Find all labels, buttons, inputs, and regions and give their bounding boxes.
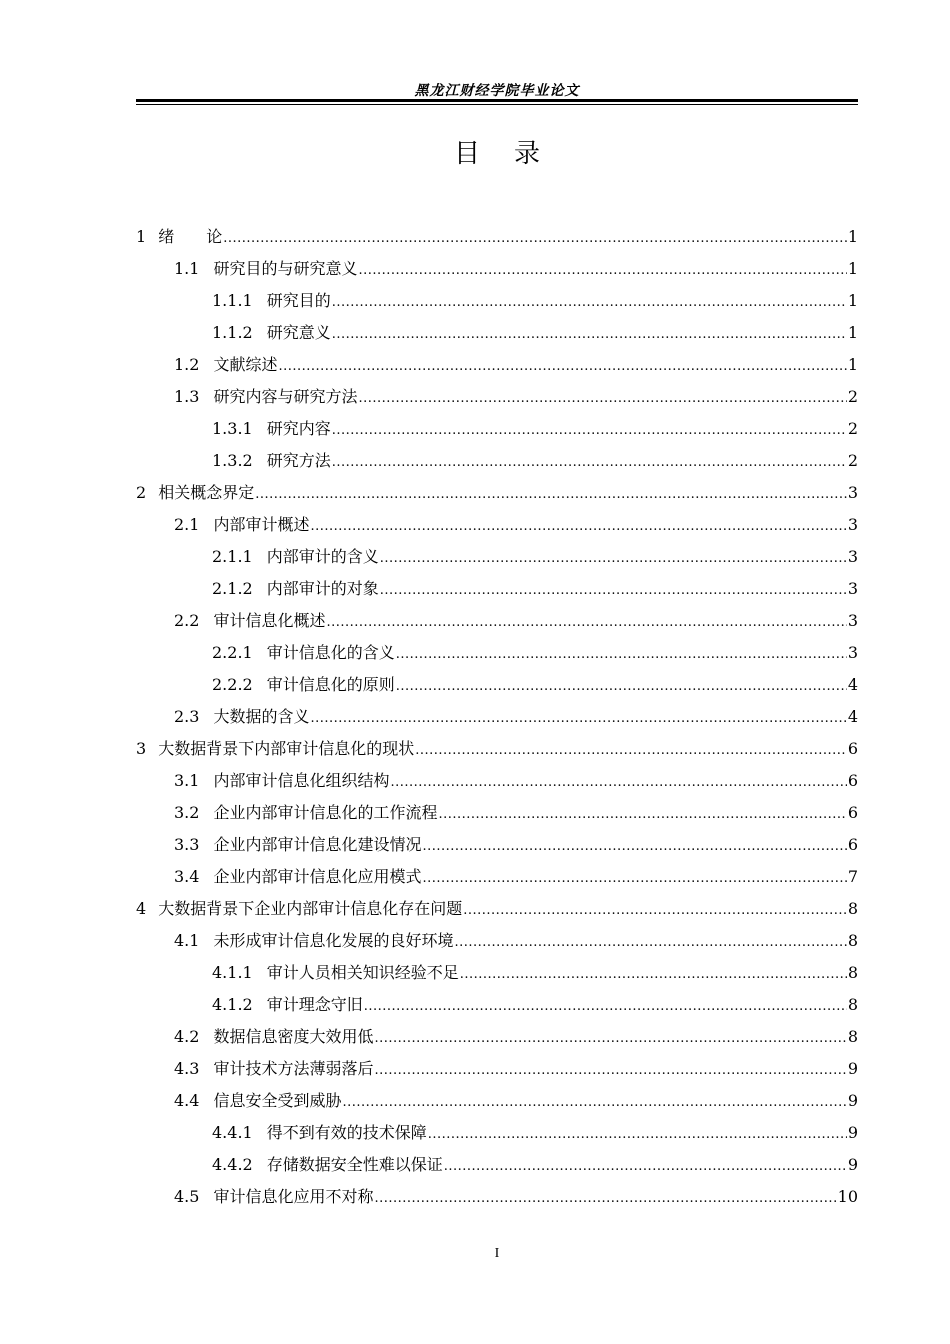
toc-entry-number: 2.1 (174, 515, 200, 534)
toc-entry-title: 研究内容 (266, 419, 331, 438)
toc-entry[interactable] (136, 893, 858, 925)
toc-entry-title: 研究意义 (266, 323, 331, 342)
toc-entry-number: 2.3 (174, 707, 200, 726)
toc-entry-number: 3.3 (174, 835, 200, 854)
toc-entry-title: 审计理念守旧 (266, 995, 363, 1014)
toc-entry-title: 文献综述 (213, 355, 278, 374)
toc-entry-page: 6 (847, 771, 858, 790)
toc-leader-dots (358, 381, 846, 415)
toc-entry-number: 1 (136, 227, 147, 246)
toc-entry-title: 存储数据安全性难以保证 (266, 1155, 443, 1174)
toc-title: 目录 (453, 139, 574, 169)
toc-entry[interactable] (136, 317, 858, 349)
toc-entry-title: 审计信息化应用不对称 (213, 1187, 374, 1206)
toc-leader-dots (255, 477, 847, 511)
toc-leader-dots (326, 605, 846, 639)
header-rule-thick (136, 99, 858, 102)
toc-entry-number: 1.1.2 (212, 323, 253, 342)
toc-leader-dots (342, 1085, 846, 1119)
toc-entry-title: 审计信息化的含义 (266, 643, 395, 662)
toc-entry-page: 2 (847, 451, 858, 470)
toc-entry-number: 2.2 (174, 611, 200, 630)
toc-entry-number: 3.4 (174, 867, 200, 886)
header-rule-thin (136, 104, 858, 105)
toc-entry-title: 得不到有效的技术保障 (266, 1123, 427, 1142)
toc-entry-title: 研究方法 (266, 451, 331, 470)
toc-entry-number: 4.2 (174, 1027, 200, 1046)
toc-entry-page: 8 (847, 931, 858, 950)
toc-entry-page: 8 (847, 995, 858, 1014)
toc-entry-number: 4.4 (174, 1091, 200, 1110)
toc-leader-dots (460, 957, 847, 991)
toc-entry-page: 3 (847, 547, 858, 566)
toc-entry[interactable] (136, 477, 858, 509)
toc-entry-page: 9 (847, 1123, 858, 1142)
toc-entry-number: 3.1 (174, 771, 200, 790)
toc-entry-page: 6 (847, 835, 858, 854)
toc-entry-number: 4.4.1 (212, 1123, 253, 1142)
toc-leader-dots (358, 253, 846, 287)
toc-leader-dots (428, 1117, 847, 1151)
toc-entry[interactable] (136, 253, 858, 285)
toc-entry-title: 企业内部审计信息化的工作流程 (213, 803, 438, 822)
toc-entry-page: 3 (847, 579, 858, 598)
toc-entry-number: 3 (136, 739, 147, 758)
toc-leader-dots (390, 765, 846, 799)
toc-entry-page: 6 (847, 739, 858, 758)
toc-entry[interactable] (136, 957, 858, 989)
toc-entry-number: 1.3.1 (212, 419, 253, 438)
toc-entry[interactable] (136, 989, 858, 1021)
toc-leader-dots (422, 829, 846, 863)
toc-entry-number: 4.3 (174, 1059, 200, 1078)
toc-entry-number: 3.2 (174, 803, 200, 822)
toc-entry-page: 10 (837, 1187, 858, 1206)
toc-leader-dots (415, 733, 847, 767)
toc-entry-number: 2.1.1 (212, 547, 253, 566)
toc-leader-dots (374, 1181, 836, 1215)
toc-entry-page: 3 (847, 483, 858, 502)
toc-entry-number: 4.4.2 (212, 1155, 253, 1174)
toc-entry-page: 4 (847, 675, 858, 694)
toc-entry-page: 2 (847, 419, 858, 438)
running-header: 黑龙江财经学院毕业论文 (414, 83, 580, 99)
toc-entry[interactable] (136, 637, 858, 669)
toc-entry-page: 4 (847, 707, 858, 726)
toc-entry-title: 研究内容与研究方法 (213, 387, 358, 406)
toc-entry-number: 4.1.1 (212, 963, 253, 982)
toc-entry-title: 研究目的 (266, 291, 331, 310)
toc-entry-title: 企业内部审计信息化应用模式 (213, 867, 422, 886)
toc-entry-page: 8 (847, 899, 858, 918)
toc-entry-page: 8 (847, 963, 858, 982)
toc-entry-title: 内部审计的对象 (266, 579, 379, 598)
toc-entry-title: 绪 论 (158, 227, 223, 246)
toc-entry-number: 1.1 (174, 259, 200, 278)
toc-entry[interactable] (136, 541, 858, 573)
toc-entry-page: 8 (847, 1027, 858, 1046)
toc-entry[interactable] (136, 1149, 858, 1181)
toc-entry[interactable] (136, 669, 858, 701)
toc-entry-title: 研究目的与研究意义 (213, 259, 358, 278)
toc-entry-number: 4.1 (174, 931, 200, 950)
toc-entry[interactable] (136, 349, 858, 381)
toc-entry-number: 2 (136, 483, 147, 502)
toc-entry[interactable] (136, 765, 858, 797)
toc-entry-title: 大数据的含义 (213, 707, 310, 726)
toc-entry-page: 3 (847, 515, 858, 534)
toc-entry-page: 6 (847, 803, 858, 822)
toc-entry-title: 大数据背景下企业内部审计信息化存在问题 (158, 899, 463, 918)
toc-entry[interactable] (136, 701, 858, 733)
toc-entry[interactable] (136, 221, 858, 253)
toc-leader-dots (332, 413, 847, 447)
toc-entry-title: 企业内部审计信息化建设情况 (213, 835, 422, 854)
toc-leader-dots (310, 701, 846, 735)
toc-entry[interactable] (136, 797, 858, 829)
toc-entry-title: 内部审计概述 (213, 515, 310, 534)
toc-leader-dots (374, 1021, 846, 1055)
toc-entry-page: 1 (847, 323, 858, 342)
toc-entry-number: 4.5 (174, 1187, 200, 1206)
toc-leader-dots (374, 1053, 846, 1087)
toc-entry-page: 3 (847, 643, 858, 662)
toc-entry[interactable] (136, 733, 858, 765)
toc-leader-dots (444, 1149, 847, 1183)
toc-leader-dots (422, 861, 846, 895)
toc-entry-title: 审计信息化的原则 (266, 675, 395, 694)
toc-entry[interactable] (136, 509, 858, 541)
toc-entry-number: 1.3 (174, 387, 200, 406)
toc-leader-dots (278, 349, 846, 383)
toc-leader-dots (380, 573, 847, 607)
toc-entry-number: 2.2.2 (212, 675, 253, 694)
toc-entry[interactable] (136, 413, 858, 445)
toc-leader-dots (310, 509, 846, 543)
toc-entry[interactable] (136, 285, 858, 317)
toc-entry-page: 1 (847, 355, 858, 374)
toc-leader-dots (332, 317, 847, 351)
toc-entry-title: 未形成审计信息化发展的良好环境 (213, 931, 454, 950)
toc-entry-page: 1 (847, 291, 858, 310)
toc-entry[interactable] (136, 861, 858, 893)
toc-entry[interactable] (136, 605, 858, 637)
toc-entry[interactable] (136, 445, 858, 477)
toc-entry-title: 信息安全受到威胁 (213, 1091, 342, 1110)
toc-entry-title: 内部审计的含义 (266, 547, 379, 566)
toc-entry-page: 9 (847, 1059, 858, 1078)
toc-entry-page: 3 (847, 611, 858, 630)
toc-entry-number: 4 (136, 899, 147, 918)
toc-entry[interactable] (136, 1021, 858, 1053)
toc-entry-number: 2.2.1 (212, 643, 253, 662)
toc-entry[interactable] (136, 1053, 858, 1085)
table-of-contents (136, 221, 858, 1213)
toc-leader-dots (364, 989, 847, 1023)
toc-entry[interactable] (136, 573, 858, 605)
toc-entry-page: 1 (847, 227, 858, 246)
toc-leader-dots (396, 637, 847, 671)
toc-entry-title: 审计技术方法薄弱落后 (213, 1059, 374, 1078)
toc-entry-title: 内部审计信息化组织结构 (213, 771, 390, 790)
toc-entry-number: 1.2 (174, 355, 200, 374)
page-number: I (494, 1246, 500, 1261)
toc-entry[interactable] (136, 925, 858, 957)
toc-entry-page: 9 (847, 1155, 858, 1174)
toc-entry-number: 1.1.1 (212, 291, 253, 310)
toc-entry-page: 2 (847, 387, 858, 406)
toc-leader-dots (332, 285, 847, 319)
toc-entry-number: 2.1.2 (212, 579, 253, 598)
toc-entry-title: 相关概念界定 (158, 483, 255, 502)
toc-entry-page: 1 (847, 259, 858, 278)
toc-leader-dots (332, 445, 847, 479)
toc-entry-number: 1.3.2 (212, 451, 253, 470)
toc-entry-title: 数据信息密度大效用低 (213, 1027, 374, 1046)
toc-leader-dots (396, 669, 847, 703)
toc-entry[interactable] (136, 829, 858, 861)
toc-entry-title: 大数据背景下内部审计信息化的现状 (158, 739, 415, 758)
toc-entry-page: 9 (847, 1091, 858, 1110)
toc-leader-dots (380, 541, 847, 575)
toc-entry-title: 审计人员相关知识经验不足 (266, 963, 459, 982)
toc-leader-dots (454, 925, 846, 959)
toc-entry-page: 7 (847, 867, 858, 886)
toc-leader-dots (438, 797, 846, 831)
toc-leader-dots (463, 893, 847, 927)
toc-entry-number: 4.1.2 (212, 995, 253, 1014)
toc-entry[interactable] (136, 1117, 858, 1149)
toc-entry[interactable] (136, 1181, 858, 1213)
toc-entry[interactable] (136, 1085, 858, 1117)
toc-entry-title: 审计信息化概述 (213, 611, 326, 630)
toc-leader-dots (223, 221, 847, 255)
toc-entry[interactable] (136, 381, 858, 413)
